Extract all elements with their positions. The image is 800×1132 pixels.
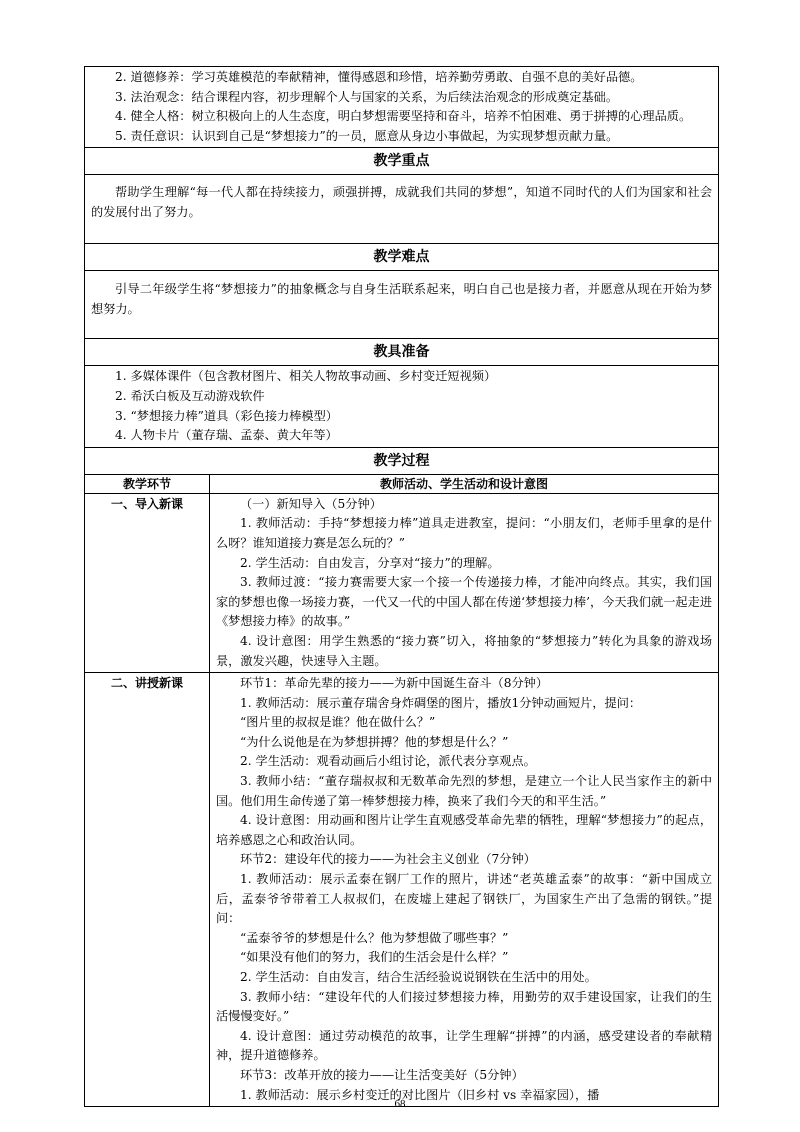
intro-line: （一）新知导入（5分钟） bbox=[240, 496, 382, 511]
objective-item: 2. 道德修养：学习英雄模范的奉献精神，懂得感恩和珍惜，培养勤劳勇敢、自强不息的美好品德。 bbox=[115, 70, 643, 84]
teach-line: 环节2：建设年代的接力——为社会主义创业（7分钟） bbox=[240, 852, 536, 867]
intro-line: 1. 教师活动：手持“梦想接力棒”道具走进教室，提问：“小朋友们，老师手里拿的是什么呀？谁知道接力赛是怎么玩的？” bbox=[216, 516, 713, 550]
teach-line: “孟泰爷爷的梦想是什么？他为梦想做了哪些事？” bbox=[240, 930, 509, 945]
teach-line: 2. 学生活动：观看动画后小组讨论，派代表分享观点。 bbox=[240, 754, 536, 769]
teach-stage-label: 二、讲授新课 bbox=[85, 673, 210, 1107]
difficulty-text: 引导二年级学生将“梦想接力”的抽象概念与自身生活联系起来，明白自己也是接力者，并愿意从现在开始为梦想努力。 bbox=[91, 282, 713, 316]
intro-row bbox=[85, 493, 719, 672]
tools-heading: 教具准备 bbox=[85, 339, 719, 366]
teach-line: “如果没有他们的努力，我们的生活会是什么样？” bbox=[240, 950, 509, 965]
key-point-heading: 教学重点 bbox=[85, 148, 719, 175]
page-number: 68 bbox=[394, 1098, 406, 1110]
teach-line: “图片里的叔叔是谁？他在做什么？” bbox=[240, 715, 436, 730]
teach-line: 3. 教师小结：“董存瑞叔叔和无数革命先烈的梦想，是建立一个让人民当家作主的新中国。他们用生命传递了第一棒梦想接力棒，换来了我们今天的和平生活。” bbox=[216, 774, 713, 808]
intro-line: 4. 设计意图：用学生熟悉的“接力赛”切入，将抽象的“梦想接力”转化为具象的游戏场景，激发兴趣，快速导入主题。 bbox=[216, 633, 713, 668]
teach-line: 1. 教师活动：展示董存瑞舍身炸碉堡的图片，播放1分钟动画短片，提问： bbox=[240, 695, 642, 710]
teach-line: 2. 学生活动：自由发言，结合生活经验说说钢铁在生活中的用处。 bbox=[240, 970, 597, 984]
tool-item: 4. 人物卡片（董存瑞、孟泰、黄大年等） bbox=[115, 428, 338, 443]
key-point-text: 帮助学生理解“每一代人都在持续接力，顽强拼搏，成就我们共同的梦想”，知道不同时代的人们为国家和社会的发展付出了努力。 bbox=[91, 185, 713, 219]
teach-line: 3. 教师小结：“建设年代的人们接过梦想接力棒，用勤劳的双手建设国家，让我们的生活慢慢变好。” bbox=[216, 989, 713, 1024]
teach-row bbox=[85, 673, 719, 1107]
lesson-plan-page bbox=[84, 66, 718, 1107]
difficulty-cell bbox=[85, 271, 719, 339]
intro-line: 3. 教师过渡：“接力赛需要大家一个接一个传递接力棒，才能冲向终点。其实，我们国家的梦想也像一场接力赛，一代又一代的中国人都在传递‘梦想接力棒’，今天我们就一起走进《梦想接力棒》的故事。” bbox=[216, 575, 713, 629]
column-header-stage: 教学环节 bbox=[85, 474, 210, 493]
tool-item: 3. “梦想接力棒”道具（彩色接力棒模型） bbox=[115, 408, 338, 423]
teach-line: 环节1：革命先辈的接力——为新中国诞生奋斗（8分钟） bbox=[240, 676, 549, 691]
lesson-plan-table bbox=[84, 66, 719, 1107]
column-header-activity: 教师活动、学生活动和设计意图 bbox=[210, 474, 719, 493]
teach-line: 4. 设计意图：通过劳动模范的故事，让学生理解“拼搏”的内涵，感受建设者的奉献精神，提升道德修养。 bbox=[216, 1028, 713, 1063]
objectives-cell bbox=[85, 67, 719, 148]
objective-item: 3. 法治观念：结合课程内容，初步理解个人与国家的关系，为后续法治观念的形成奠定基础。 bbox=[115, 89, 619, 104]
tool-item: 1. 多媒体课件（包含教材图片、相关人物故事动画、乡村变迁短视频） bbox=[115, 369, 497, 384]
teach-line: 4. 设计意图：用动画和图片让学生直观感受革命先辈的牺牲，理解“梦想接力”的起点，培养感恩之心和政治认同。 bbox=[216, 813, 713, 847]
key-point-cell bbox=[85, 175, 719, 244]
tool-item: 2. 希沃白板及互动游戏软件 bbox=[115, 388, 265, 403]
difficulty-heading: 教学难点 bbox=[85, 244, 719, 271]
teach-line: 1. 教师活动：展示乡村变迁的对比图片（旧乡村 vs 幸福家园），播 bbox=[240, 1087, 600, 1102]
teach-line: 1. 教师活动：展示孟泰在钢厂工作的照片，讲述“老英雄孟泰”的故事：“新中国成立后，孟泰爷爷带着工人叔叔们，在废墟上建起了钢铁厂，为国家生产出了急需的钢铁。”提问： bbox=[216, 872, 713, 926]
tools-cell bbox=[85, 366, 719, 447]
objectives-row bbox=[85, 67, 719, 148]
process-heading: 教学过程 bbox=[85, 447, 719, 474]
objective-item: 4. 健全人格：树立积极向上的人生态度，明白梦想需要坚持和奋斗，培养不怕困难、勇于拼搏的心理品质。 bbox=[115, 109, 692, 124]
teach-content bbox=[210, 673, 719, 1107]
intro-line: 2. 学生活动：自由发言，分享对“接力”的理解。 bbox=[240, 555, 500, 570]
intro-stage-label: 一、导入新课 bbox=[85, 493, 210, 672]
teach-line: 环节3：改革开放的接力——让生活变美好（5分钟） bbox=[240, 1067, 524, 1082]
intro-content bbox=[210, 493, 719, 672]
teach-line: “为什么说他是在为梦想拼搏？他的梦想是什么？” bbox=[240, 734, 509, 749]
objective-item: 5. 责任意识：认识到自己是“梦想接力”的一员，愿意从身边小事做起，为实现梦想贡献力量。 bbox=[115, 128, 619, 143]
